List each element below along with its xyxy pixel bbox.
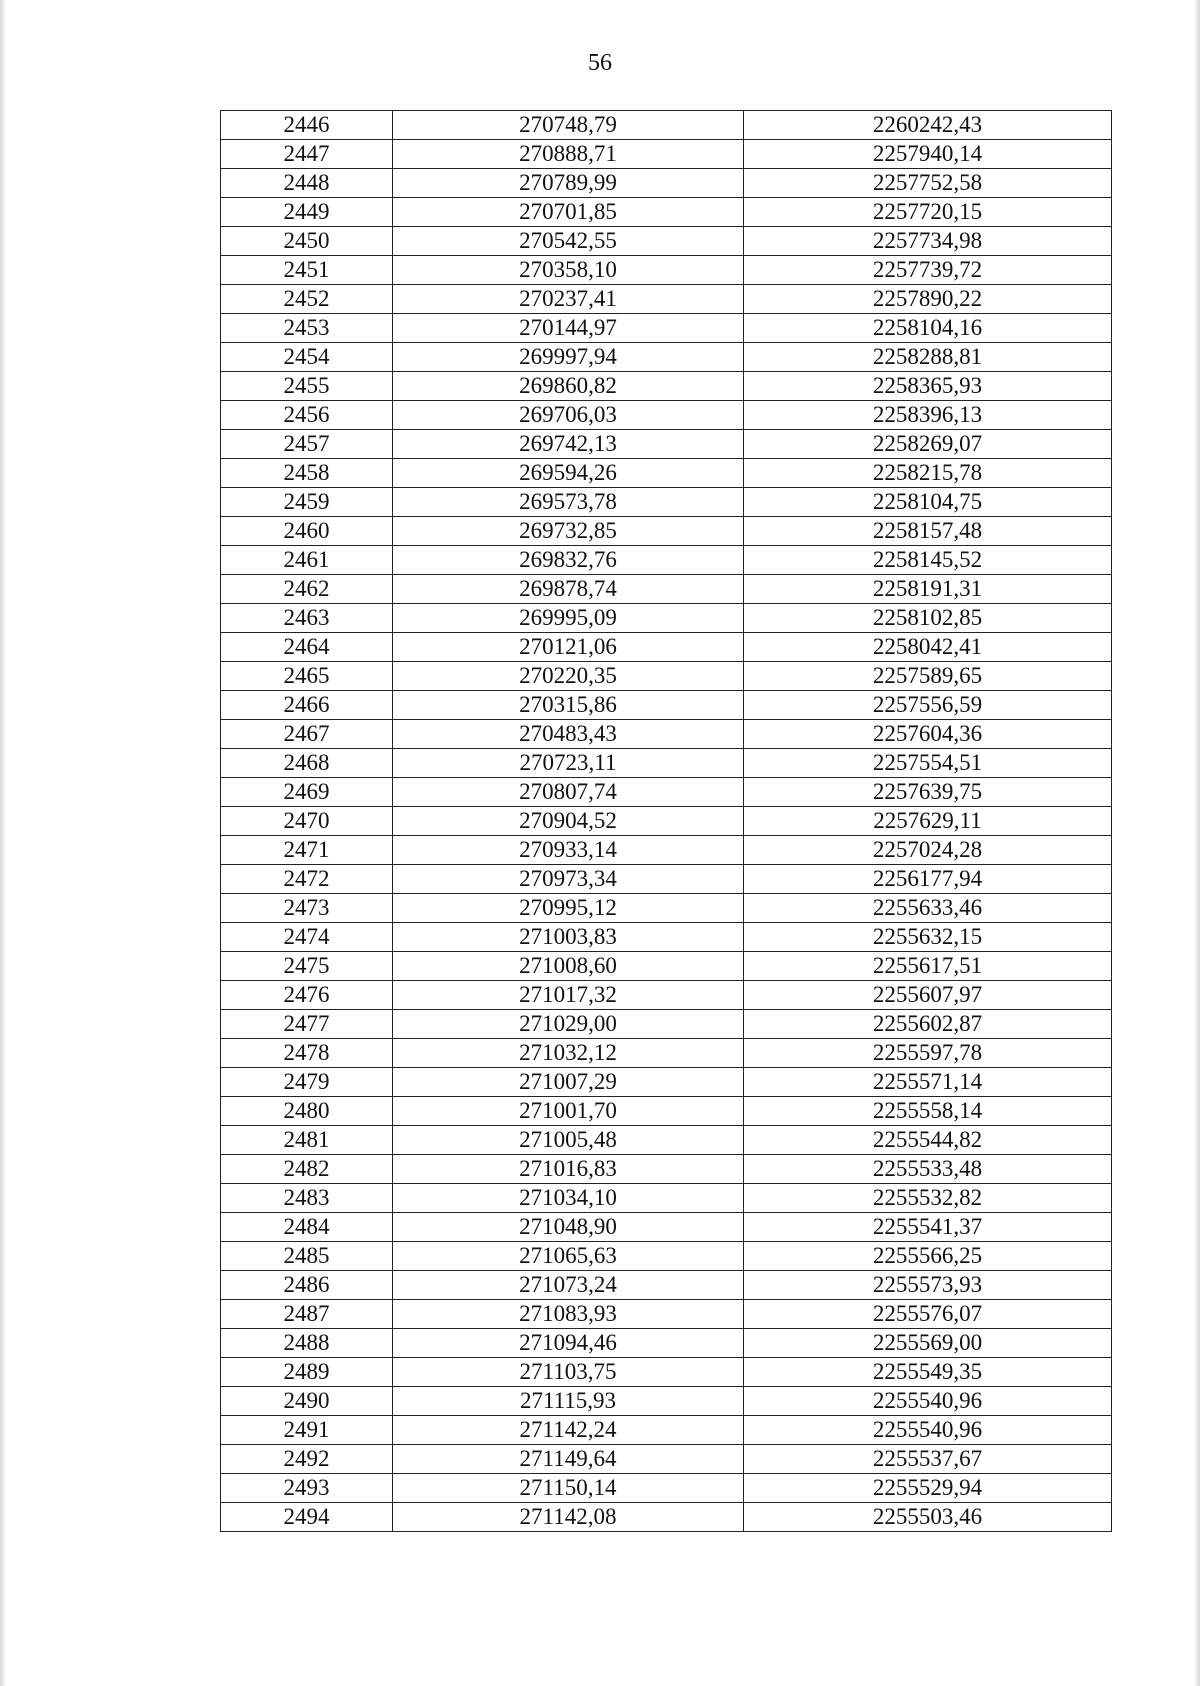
point-number-cell: 2471 [221, 836, 393, 865]
table-row [221, 372, 1112, 401]
point-number-cell: 2477 [221, 1010, 393, 1039]
table-row [221, 1068, 1112, 1097]
table-row [221, 575, 1112, 604]
table-row [221, 1039, 1112, 1068]
x-coordinate-cell: 270933,14 [393, 836, 744, 865]
table-row [221, 1358, 1112, 1387]
x-coordinate-cell: 271065,63 [393, 1242, 744, 1271]
y-coordinate-cell: 2255558,14 [744, 1097, 1112, 1126]
point-number-cell: 2482 [221, 1155, 393, 1184]
point-number-cell: 2461 [221, 546, 393, 575]
table-row [221, 1329, 1112, 1358]
y-coordinate-cell: 2255573,93 [744, 1271, 1112, 1300]
table-row [221, 1387, 1112, 1416]
x-coordinate-cell: 271005,48 [393, 1126, 744, 1155]
y-coordinate-cell: 2257556,59 [744, 691, 1112, 720]
table-row [221, 1445, 1112, 1474]
x-coordinate-cell: 271142,24 [393, 1416, 744, 1445]
table-row [221, 517, 1112, 546]
x-coordinate-cell: 270789,99 [393, 169, 744, 198]
y-coordinate-cell: 2255617,51 [744, 952, 1112, 981]
x-coordinate-cell: 271016,83 [393, 1155, 744, 1184]
y-coordinate-cell: 2255569,00 [744, 1329, 1112, 1358]
table-row [221, 343, 1112, 372]
point-number-cell: 2493 [221, 1474, 393, 1503]
x-coordinate-cell: 271032,12 [393, 1039, 744, 1068]
table-row [221, 111, 1112, 140]
y-coordinate-cell: 2255632,15 [744, 923, 1112, 952]
y-coordinate-cell: 2255597,78 [744, 1039, 1112, 1068]
coordinates-table [220, 110, 1112, 1532]
y-coordinate-cell: 2255602,87 [744, 1010, 1112, 1039]
x-coordinate-cell: 270144,97 [393, 314, 744, 343]
y-coordinate-cell: 2255537,67 [744, 1445, 1112, 1474]
table-row [221, 1474, 1112, 1503]
point-number-cell: 2466 [221, 691, 393, 720]
table-row [221, 894, 1112, 923]
table-row [221, 604, 1112, 633]
point-number-cell: 2464 [221, 633, 393, 662]
point-number-cell: 2448 [221, 169, 393, 198]
table-row [221, 691, 1112, 720]
y-coordinate-cell: 2257940,14 [744, 140, 1112, 169]
scan-edge-left [0, 0, 6, 1686]
x-coordinate-cell: 270358,10 [393, 256, 744, 285]
point-number-cell: 2485 [221, 1242, 393, 1271]
x-coordinate-cell: 271115,93 [393, 1387, 744, 1416]
table-row [221, 1213, 1112, 1242]
point-number-cell: 2478 [221, 1039, 393, 1068]
x-coordinate-cell: 271073,24 [393, 1271, 744, 1300]
y-coordinate-cell: 2258288,81 [744, 343, 1112, 372]
y-coordinate-cell: 2257734,98 [744, 227, 1112, 256]
point-number-cell: 2463 [221, 604, 393, 633]
x-coordinate-cell: 269860,82 [393, 372, 744, 401]
table-row [221, 633, 1112, 662]
x-coordinate-cell: 269995,09 [393, 604, 744, 633]
table-row [221, 546, 1112, 575]
y-coordinate-cell: 2258396,13 [744, 401, 1112, 430]
table-row [221, 807, 1112, 836]
point-number-cell: 2454 [221, 343, 393, 372]
x-coordinate-cell: 271150,14 [393, 1474, 744, 1503]
point-number-cell: 2491 [221, 1416, 393, 1445]
y-coordinate-cell: 2255544,82 [744, 1126, 1112, 1155]
point-number-cell: 2459 [221, 488, 393, 517]
point-number-cell: 2450 [221, 227, 393, 256]
table-row [221, 1503, 1112, 1532]
x-coordinate-cell: 271149,64 [393, 1445, 744, 1474]
x-coordinate-cell: 271142,08 [393, 1503, 744, 1532]
point-number-cell: 2487 [221, 1300, 393, 1329]
y-coordinate-cell: 2260242,43 [744, 111, 1112, 140]
y-coordinate-cell: 2257720,15 [744, 198, 1112, 227]
table-row [221, 981, 1112, 1010]
y-coordinate-cell: 2255540,96 [744, 1416, 1112, 1445]
x-coordinate-cell: 270121,06 [393, 633, 744, 662]
x-coordinate-cell: 271008,60 [393, 952, 744, 981]
table-row [221, 314, 1112, 343]
y-coordinate-cell: 2257639,75 [744, 778, 1112, 807]
table-row [221, 140, 1112, 169]
table-row [221, 865, 1112, 894]
table-row [221, 778, 1112, 807]
point-number-cell: 2456 [221, 401, 393, 430]
point-number-cell: 2490 [221, 1387, 393, 1416]
y-coordinate-cell: 2257604,36 [744, 720, 1112, 749]
table-row [221, 1184, 1112, 1213]
y-coordinate-cell: 2257589,65 [744, 662, 1112, 691]
x-coordinate-cell: 271007,29 [393, 1068, 744, 1097]
y-coordinate-cell: 2258104,75 [744, 488, 1112, 517]
table-row [221, 169, 1112, 198]
y-coordinate-cell: 2257629,11 [744, 807, 1112, 836]
point-number-cell: 2457 [221, 430, 393, 459]
y-coordinate-cell: 2255529,94 [744, 1474, 1112, 1503]
table-row [221, 430, 1112, 459]
point-number-cell: 2474 [221, 923, 393, 952]
x-coordinate-cell: 270315,86 [393, 691, 744, 720]
y-coordinate-cell: 2258215,78 [744, 459, 1112, 488]
y-coordinate-cell: 2255533,48 [744, 1155, 1112, 1184]
x-coordinate-cell: 269573,78 [393, 488, 744, 517]
point-number-cell: 2479 [221, 1068, 393, 1097]
x-coordinate-cell: 271003,83 [393, 923, 744, 952]
point-number-cell: 2449 [221, 198, 393, 227]
point-number-cell: 2473 [221, 894, 393, 923]
table-row [221, 1097, 1112, 1126]
y-coordinate-cell: 2258157,48 [744, 517, 1112, 546]
y-coordinate-cell: 2256177,94 [744, 865, 1112, 894]
y-coordinate-cell: 2257554,51 [744, 749, 1112, 778]
y-coordinate-cell: 2257024,28 [744, 836, 1112, 865]
x-coordinate-cell: 271017,32 [393, 981, 744, 1010]
table-row [221, 720, 1112, 749]
x-coordinate-cell: 269732,85 [393, 517, 744, 546]
x-coordinate-cell: 269706,03 [393, 401, 744, 430]
x-coordinate-cell: 270542,55 [393, 227, 744, 256]
x-coordinate-cell: 269997,94 [393, 343, 744, 372]
point-number-cell: 2462 [221, 575, 393, 604]
point-number-cell: 2472 [221, 865, 393, 894]
y-coordinate-cell: 2255541,37 [744, 1213, 1112, 1242]
y-coordinate-cell: 2255571,14 [744, 1068, 1112, 1097]
point-number-cell: 2470 [221, 807, 393, 836]
x-coordinate-cell: 271034,10 [393, 1184, 744, 1213]
table-row [221, 488, 1112, 517]
y-coordinate-cell: 2257739,72 [744, 256, 1112, 285]
table-row [221, 401, 1112, 430]
point-number-cell: 2453 [221, 314, 393, 343]
point-number-cell: 2460 [221, 517, 393, 546]
x-coordinate-cell: 270888,71 [393, 140, 744, 169]
x-coordinate-cell: 270237,41 [393, 285, 744, 314]
table-row [221, 459, 1112, 488]
x-coordinate-cell: 269742,13 [393, 430, 744, 459]
x-coordinate-cell: 270807,74 [393, 778, 744, 807]
y-coordinate-cell: 2257890,22 [744, 285, 1112, 314]
table-row [221, 1300, 1112, 1329]
table-row [221, 952, 1112, 981]
x-coordinate-cell: 269832,76 [393, 546, 744, 575]
x-coordinate-cell: 271048,90 [393, 1213, 744, 1242]
y-coordinate-cell: 2257752,58 [744, 169, 1112, 198]
x-coordinate-cell: 270904,52 [393, 807, 744, 836]
point-number-cell: 2494 [221, 1503, 393, 1532]
table-row [221, 1271, 1112, 1300]
x-coordinate-cell: 270701,85 [393, 198, 744, 227]
table-row [221, 1155, 1112, 1184]
point-number-cell: 2468 [221, 749, 393, 778]
y-coordinate-cell: 2258269,07 [744, 430, 1112, 459]
x-coordinate-cell: 270995,12 [393, 894, 744, 923]
x-coordinate-cell: 269878,74 [393, 575, 744, 604]
table-row [221, 662, 1112, 691]
point-number-cell: 2446 [221, 111, 393, 140]
x-coordinate-cell: 271083,93 [393, 1300, 744, 1329]
point-number-cell: 2447 [221, 140, 393, 169]
point-number-cell: 2484 [221, 1213, 393, 1242]
point-number-cell: 2452 [221, 285, 393, 314]
point-number-cell: 2488 [221, 1329, 393, 1358]
table-row [221, 227, 1112, 256]
y-coordinate-cell: 2258104,16 [744, 314, 1112, 343]
table-row [221, 836, 1112, 865]
x-coordinate-cell: 270973,34 [393, 865, 744, 894]
x-coordinate-cell: 271029,00 [393, 1010, 744, 1039]
y-coordinate-cell: 2255607,97 [744, 981, 1112, 1010]
y-coordinate-cell: 2258365,93 [744, 372, 1112, 401]
point-number-cell: 2475 [221, 952, 393, 981]
y-coordinate-cell: 2255540,96 [744, 1387, 1112, 1416]
point-number-cell: 2489 [221, 1358, 393, 1387]
x-coordinate-cell: 269594,26 [393, 459, 744, 488]
y-coordinate-cell: 2255532,82 [744, 1184, 1112, 1213]
y-coordinate-cell: 2255549,35 [744, 1358, 1112, 1387]
table-row [221, 1010, 1112, 1039]
x-coordinate-cell: 270748,79 [393, 111, 744, 140]
y-coordinate-cell: 2255566,25 [744, 1242, 1112, 1271]
y-coordinate-cell: 2258102,85 [744, 604, 1112, 633]
table-row [221, 1126, 1112, 1155]
point-number-cell: 2465 [221, 662, 393, 691]
point-number-cell: 2481 [221, 1126, 393, 1155]
table-row [221, 1416, 1112, 1445]
x-coordinate-cell: 270220,35 [393, 662, 744, 691]
x-coordinate-cell: 270723,11 [393, 749, 744, 778]
point-number-cell: 2455 [221, 372, 393, 401]
table-row [221, 198, 1112, 227]
page-number: 56 [588, 50, 612, 76]
point-number-cell: 2467 [221, 720, 393, 749]
scan-edge-right [1194, 0, 1200, 1686]
y-coordinate-cell: 2258042,41 [744, 633, 1112, 662]
table-row [221, 749, 1112, 778]
x-coordinate-cell: 270483,43 [393, 720, 744, 749]
x-coordinate-cell: 271001,70 [393, 1097, 744, 1126]
coordinates-table-body [221, 111, 1112, 1532]
point-number-cell: 2451 [221, 256, 393, 285]
y-coordinate-cell: 2255633,46 [744, 894, 1112, 923]
point-number-cell: 2480 [221, 1097, 393, 1126]
y-coordinate-cell: 2258191,31 [744, 575, 1112, 604]
table-row [221, 285, 1112, 314]
x-coordinate-cell: 271094,46 [393, 1329, 744, 1358]
table-row [221, 256, 1112, 285]
table-row [221, 1242, 1112, 1271]
x-coordinate-cell: 271103,75 [393, 1358, 744, 1387]
point-number-cell: 2486 [221, 1271, 393, 1300]
point-number-cell: 2492 [221, 1445, 393, 1474]
point-number-cell: 2483 [221, 1184, 393, 1213]
point-number-cell: 2469 [221, 778, 393, 807]
y-coordinate-cell: 2255576,07 [744, 1300, 1112, 1329]
point-number-cell: 2458 [221, 459, 393, 488]
y-coordinate-cell: 2258145,52 [744, 546, 1112, 575]
y-coordinate-cell: 2255503,46 [744, 1503, 1112, 1532]
table-row [221, 923, 1112, 952]
point-number-cell: 2476 [221, 981, 393, 1010]
